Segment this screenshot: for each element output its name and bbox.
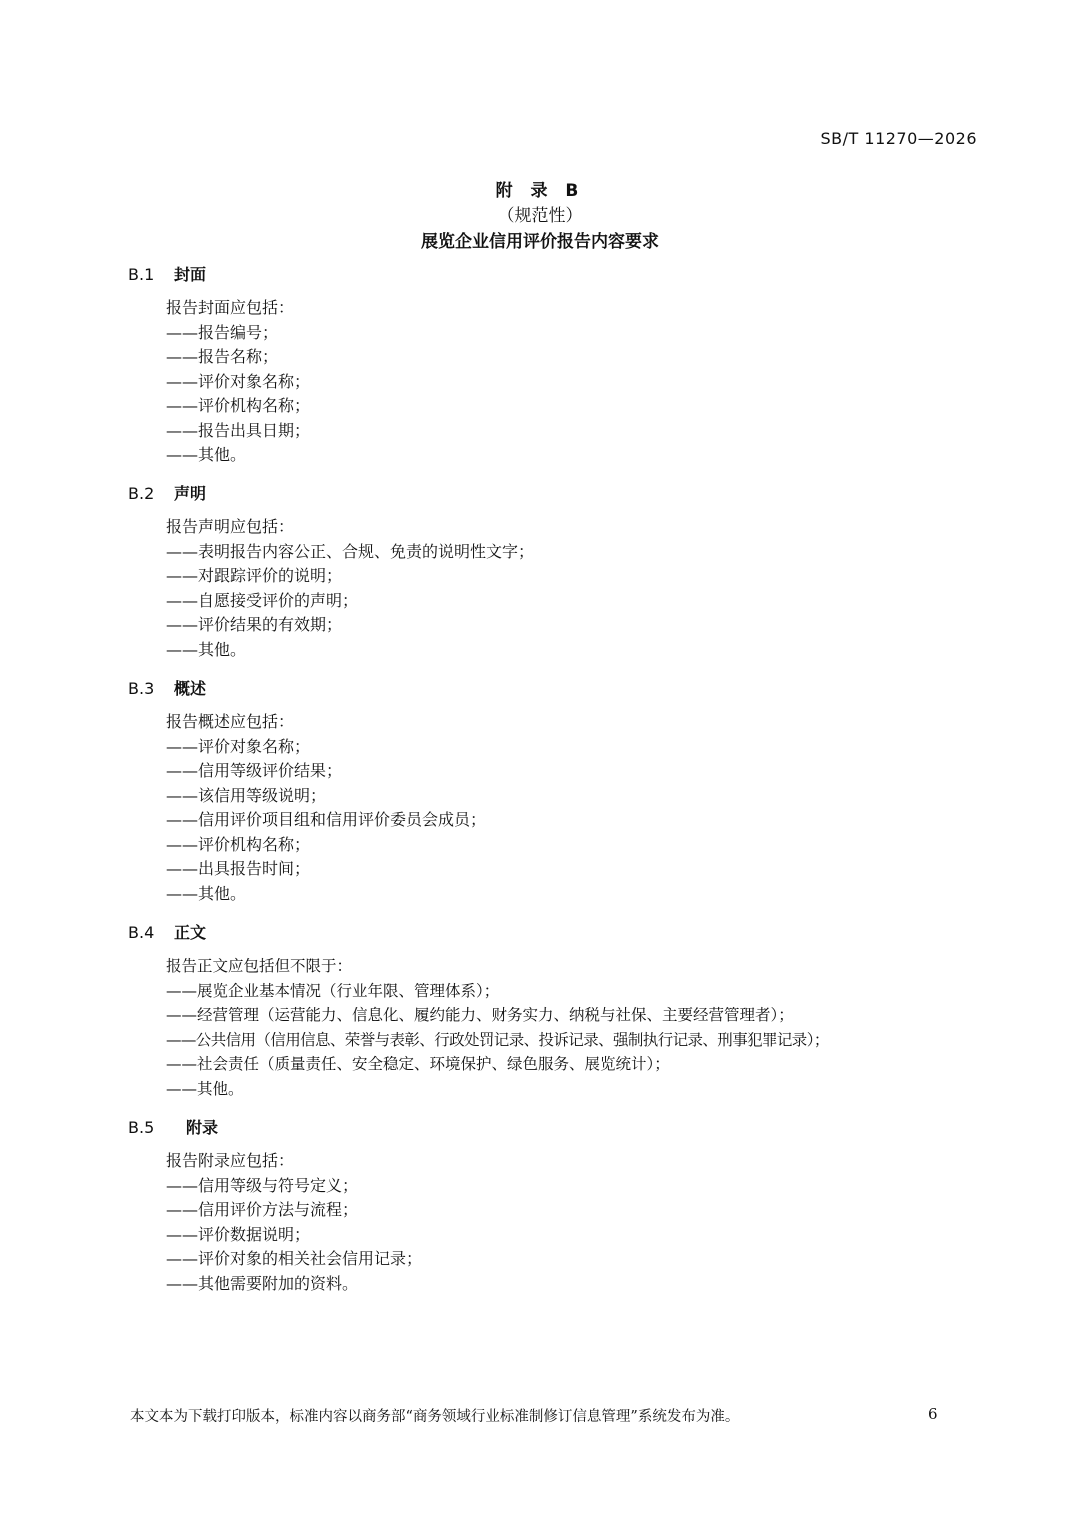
section-heading bbox=[128, 920, 206, 943]
section-title: 附录 bbox=[186, 1118, 219, 1137]
list-item: 报告正文应包括但不限于： bbox=[166, 957, 353, 975]
list-item: ——评价对象名称； bbox=[166, 736, 311, 756]
list-item: ——出具报告时间； bbox=[166, 859, 311, 878]
list-item: ——公共信用（信用信息、荣誉与表彰、行政处罚记录、投诉记录、强制执行记录、刑事犯罪记录）； bbox=[166, 1030, 829, 1049]
section-number: B.4 bbox=[128, 923, 155, 942]
section-number: B.5 bbox=[128, 1118, 155, 1137]
section-body bbox=[166, 710, 486, 906]
list-item: 报告封面应包括： bbox=[166, 298, 295, 317]
list-item: ——报告名称； bbox=[166, 347, 279, 366]
section-number: B.2 bbox=[128, 484, 155, 503]
section-number: B.1 bbox=[128, 265, 155, 284]
list-item: 报告声明应包括： bbox=[166, 517, 295, 536]
section-title: 封面 bbox=[174, 265, 207, 284]
standard-code: SB/T 11270—2026 bbox=[820, 129, 977, 148]
list-item: ——评价机构名称； bbox=[166, 834, 311, 854]
annex-name: 展览企业信用评价报告内容要求 bbox=[421, 232, 659, 252]
list-item: ——信用等级与符号定义； bbox=[166, 1175, 359, 1195]
section-title: 正文 bbox=[174, 923, 207, 942]
section-body bbox=[166, 1149, 422, 1296]
list-item: ——评价结果的有效期； bbox=[166, 615, 343, 634]
list-item: ——经营管理（运营能力、信息化、履约能力、财务实力、纳税与社保、主要经营管理者）； bbox=[166, 1006, 794, 1024]
list-item: 报告概述应包括： bbox=[166, 712, 295, 731]
list-item: ——报告出具日期； bbox=[166, 420, 311, 440]
section-title: 概述 bbox=[174, 679, 207, 698]
list-item: 报告附录应包括： bbox=[166, 1151, 295, 1170]
list-item: ——自愿接受评价的声明； bbox=[166, 590, 359, 610]
list-item: ——评价对象名称； bbox=[166, 371, 311, 391]
list-item: ——信用等级评价结果； bbox=[166, 761, 343, 780]
list-item: ——报告编号； bbox=[166, 322, 279, 342]
list-item: ——信用评价方法与流程； bbox=[166, 1200, 359, 1219]
list-item: ——对跟踪评价的说明； bbox=[166, 566, 343, 585]
annex-type: （规范性） bbox=[497, 206, 583, 226]
section-heading bbox=[128, 262, 206, 285]
section-number: B.3 bbox=[128, 679, 155, 698]
list-item: ——其他。 bbox=[166, 883, 247, 903]
section-title: 声明 bbox=[174, 484, 207, 503]
section-heading bbox=[128, 676, 206, 699]
annex-title: 附 录 B bbox=[495, 181, 585, 201]
footer-note: 本文本为下载打印版本，标准内容以商务部“商务领域行业标准制修订信息管理”系统发布为准。 bbox=[130, 1409, 740, 1425]
list-item: ——评价对象的相关社会信用记录； bbox=[166, 1249, 423, 1268]
list-item: ——其他。 bbox=[166, 1079, 244, 1098]
section-body bbox=[166, 954, 829, 1101]
list-item: ——展览企业基本情况（行业年限、管理体系）； bbox=[166, 981, 500, 1000]
list-item: ——其他。 bbox=[166, 445, 247, 464]
section-body bbox=[166, 296, 310, 468]
list-item: ——其他需要附加的资料。 bbox=[166, 1273, 359, 1293]
list-item: ——评价机构名称； bbox=[166, 396, 311, 415]
section-heading bbox=[128, 1115, 218, 1138]
list-item: ——该信用等级说明； bbox=[166, 785, 327, 805]
list-item: ——其他。 bbox=[166, 639, 247, 659]
list-item: ——评价数据说明； bbox=[166, 1224, 311, 1244]
page-number: 6 bbox=[928, 1405, 938, 1423]
section-heading bbox=[128, 481, 206, 504]
list-item: ——表明报告内容公正、合规、免责的说明性文字； bbox=[166, 541, 535, 561]
list-item: ——信用评价项目组和信用评价委员会成员； bbox=[166, 810, 487, 829]
section-body bbox=[166, 515, 534, 662]
list-item: ——社会责任（质量责任、安全稳定、环境保护、绿色服务、展览统计）； bbox=[166, 1055, 670, 1073]
